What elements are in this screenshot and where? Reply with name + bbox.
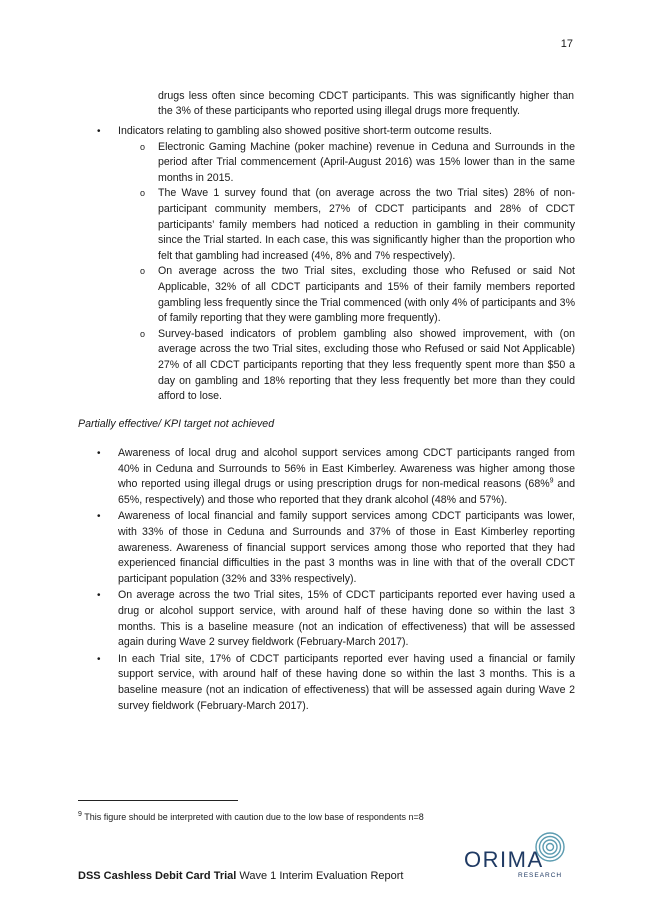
bullet-symbol: • (97, 511, 101, 523)
bullet-text-after: and 65%, respectively) and those who reported that they drank alcohol (48% and 57%). (118, 478, 575, 506)
sub-bullet-symbol: o (140, 266, 146, 277)
bullet-text: On average across the two Trial sites, 15% of CDCT participants reported ever having used a drug or alcohol support service, with around half of these having done so within the last 3 months. This is a baseline measure (not an indication of effectiveness) that will be assessed again during Wave 2 survey fieldwork (February-March 2017). (118, 589, 575, 649)
footnote (78, 812, 424, 822)
bullet-symbol: • (97, 653, 101, 665)
partial-bullet (78, 446, 575, 508)
sub-item (118, 327, 575, 405)
partial-bullet (78, 588, 575, 650)
bullet-text: Indicators relating to gambling also showed positive short-term outcome results. (118, 125, 492, 137)
bullet-symbol: • (97, 448, 101, 459)
partial-bullet (78, 652, 575, 714)
footer-title (78, 870, 403, 882)
sub-item-text: Survey-based indicators of problem gambling also showed improvement, with (on average across the two Trial sites, excluding those who Refused or said Not Applicable) 27% of all CDCT participants reporting that they less frequently spent more than $50 a day on gambling and 18% reporting that they less frequently bet more than they could afford to lose. (158, 327, 575, 403)
bullet-text-before: Awareness of local drug and alcohol support services among CDCT participants ranged from 40% in Ceduna and Surrounds to 56% in East Kimberley. Awareness was higher among those who reported using illegal drugs or using prescription drugs for non-medical reasons (68% (118, 447, 575, 491)
gambling-bullet (78, 124, 575, 405)
page-number: 17 (560, 38, 573, 50)
sub-bullet-symbol: o (140, 141, 146, 152)
sub-item (118, 140, 575, 187)
bullet-symbol: • (97, 590, 101, 602)
sub-item-text: Electronic Gaming Machine (poker machine) revenue in Ceduna and Surrounds in the period after Trial commencement (April-August 2016) was 15% lower than in the same months in 2015. (158, 140, 575, 184)
partial-bullet (78, 509, 575, 587)
logo-sub: RESEARCH (518, 872, 563, 879)
footnote-rule (78, 800, 238, 801)
footer-title-normal: Wave 1 Interim Evaluation Report (236, 870, 404, 882)
footnote-text: This figure should be interpreted with caution due to the low base of respondents n=8 (81, 812, 424, 822)
bullet-text: Awareness of local financial and family support services among CDCT participants was lower, with 33% of those in Ceduna and Surrounds and 37% of those in East Kimberley reporting awareness. Awareness of financial support services among those who reported that they had experienced financial difficulties in the past 3 months was in line with that of the overall CDCT participant population (32% and 33% respectively). (118, 510, 575, 585)
sub-bullet-symbol: o (140, 328, 146, 339)
footer-title-bold: DSS Cashless Debit Card Trial (78, 870, 237, 882)
bullet-text: In each Trial site, 17% of CDCT participants reported ever having used a financial or family support service, with around half of these having done so within the last 3 months. This is a baseline measure (not an indication of effectiveness) that will be assessed again during Wave 2 survey fieldwork (February-March 2017). (118, 652, 575, 712)
gambling-sub-list (118, 140, 575, 405)
sub-item (118, 186, 575, 264)
effective-bullet-list (78, 124, 575, 406)
logo-name: ORIMA (464, 847, 544, 872)
footnote-mark: 9 (78, 811, 82, 818)
sub-item-text: The Wave 1 survey found that (on average across the two Trial sites) 28% of non-participant community members, 27% of CDCT participants and 28% of CDCT participants’ family members had noticed a reduction in gambling in their community since the Trial started. In each case, this was significantly higher than the proportion who felt that gambling had increased (4%, 8% and 7% respectively). (158, 187, 575, 262)
bullet-symbol: • (97, 126, 101, 137)
footnote-reference: 9 (549, 477, 554, 485)
continuation-paragraph: drugs less often since becoming CDCT participants. This was significantly higher than the 3% of these participants who reported using illegal drugs more frequently. (158, 89, 574, 118)
section-heading: Partially effective/ KPI target not achieved (78, 418, 275, 430)
orima-logo (462, 830, 574, 882)
sub-item-text: On average across the two Trial sites, excluding those who Refused or said Not Applicable, 32% of all CDCT participants and 15% of their family members reported gambling less frequently since the Trial commenced (with only 4% of participants and 3% of family reporting that they were gambling more frequently). (158, 265, 575, 325)
partial-bullet-list (78, 446, 575, 715)
sub-bullet-symbol: o (140, 188, 146, 199)
sub-item (118, 264, 575, 326)
